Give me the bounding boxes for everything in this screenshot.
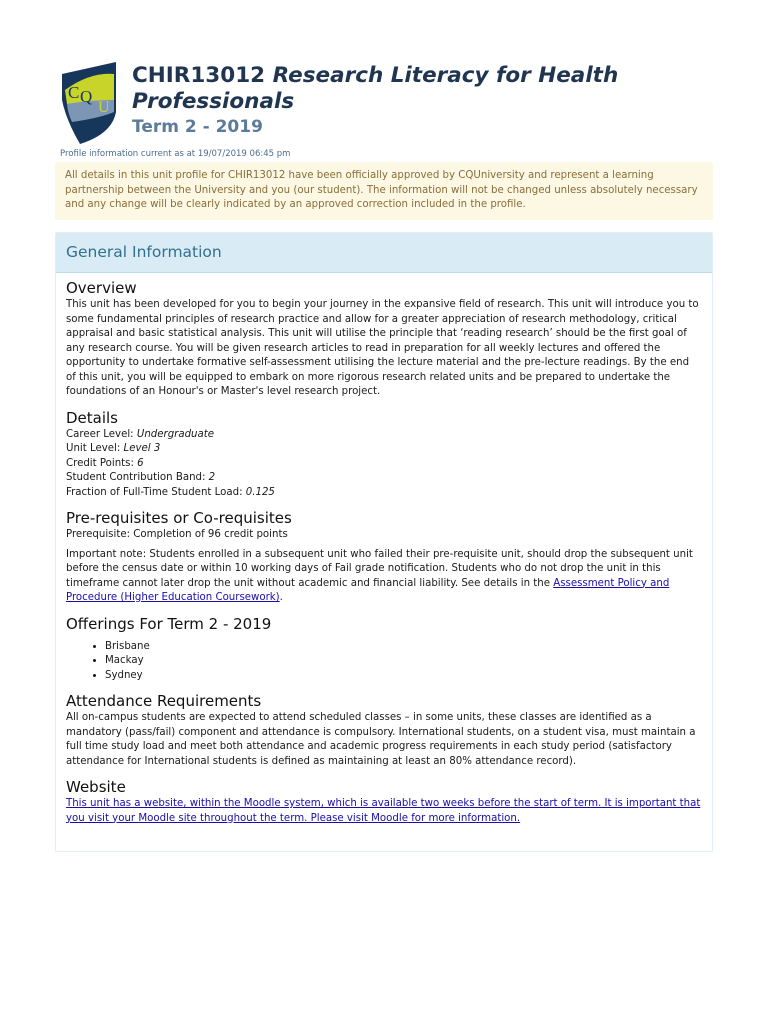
svg-text:C: C	[68, 83, 80, 102]
approval-notice: All details in this unit profile for CHIR13012 have been officially approved by CQUniversity and represent a learning partnership between the University and you (our student). The information will not be changed unless absolutely necessary and any change will be clearly indicated by an approved correction included in the profile.	[55, 162, 713, 220]
attendance-text: All on-campus students are expected to attend scheduled classes – in some units, these classes are identified as a mandatory (pass/fail) component and attendance is compulsory. International students, on a student visa, must maintain a full time study load and meet both attendance and academic progress requirements in each study period (satisfactory attendance for International students is defined as maintaining at least an 80% attendance record).	[66, 712, 696, 767]
cqu-logo-icon	[60, 60, 118, 144]
moodle-website-link[interactable]: This unit has a website, within the Moodle system, which is available two weeks before the start of term. It is important that you visit your Moodle site throughout the term. Please visit Moodle for more information.	[66, 798, 701, 824]
offering-brisbane: • Brisbane	[105, 640, 702, 655]
offering-sydney: • Sydney	[105, 669, 702, 684]
offering-mackay: • Mackay	[105, 654, 702, 669]
svg-text:U: U	[98, 99, 110, 116]
term-label: Term 2 - 2019	[132, 117, 263, 137]
detail-credit-points: Credit Points: 6	[66, 457, 144, 469]
website-heading: Website	[66, 778, 126, 796]
overview-text: This unit has been developed for you to begin your journey in the expansive field of research. This unit will introduce you to some fundamental principles of research practice and allow for a greater appreciation of research methodology, critical appraisal and basic statistical analysis. This unit will utilise the principle that ‘reading research’ should be the first goal of any research course. You will be given research articles to read in preparation for all weekly lectures and offered the opportunity to undertake formative self-assessment utilising the lecture material and the pre-lecture readings. By the end of this unit, you will be equipped to embark on more rigorous research related units and be prepared to undertake the foundations of an Honour's or Master's level research project.	[66, 299, 699, 397]
unit-profile-page	[55, 0, 713, 824]
page-header	[55, 0, 713, 147]
attendance-heading: Attendance Requirements	[66, 692, 262, 710]
prereq-heading: Pre-requisites or Co-requisites	[66, 509, 292, 527]
prereq-text: Prerequisite: Completion of 96 credit points	[66, 529, 288, 540]
offerings-heading: Offerings For Term 2 - 2019	[66, 614, 272, 633]
detail-unit-level: Unit Level: Level 3	[66, 443, 161, 454]
details-list	[66, 428, 702, 501]
detail-student-load: Fraction of Full-Time Student Load: 0.125	[66, 486, 275, 498]
profile-current-timestamp: Profile information current as at 19/07/2019 06:45 pm	[60, 149, 291, 159]
detail-career-level: Career Level: Undergraduate	[66, 428, 215, 440]
overview-heading: Overview	[66, 279, 137, 297]
title-block	[132, 63, 692, 138]
details-heading: Details	[66, 408, 119, 427]
panel-header	[56, 233, 712, 273]
panel-body	[56, 273, 712, 826]
assessment-policy-link[interactable]: Assessment Policy and Procedure (Higher Education Coursework)	[66, 577, 670, 603]
svg-text:Q: Q	[80, 87, 93, 106]
panel-title: General Information	[66, 243, 222, 261]
general-information-panel	[55, 232, 713, 852]
detail-contribution-band: Student Contribution Band: 2	[66, 472, 216, 483]
prereq-note: Important note: Students enrolled in a subsequent unit who failed their pre-requisite unit, should drop the subsequent unit before the census date or within 10 working days of Fail grade notification. Students who do not drop the unit in this timeframe cannot later drop the unit without academic and financial liability. See details in the Assessment Policy and Procedure (Higher Education Coursework).	[66, 548, 693, 603]
offerings-list	[66, 640, 702, 684]
page-title	[132, 63, 692, 115]
unit-name: Research Literacy for Health Professionals	[132, 63, 619, 114]
unit-code: CHIR13012	[132, 63, 266, 88]
